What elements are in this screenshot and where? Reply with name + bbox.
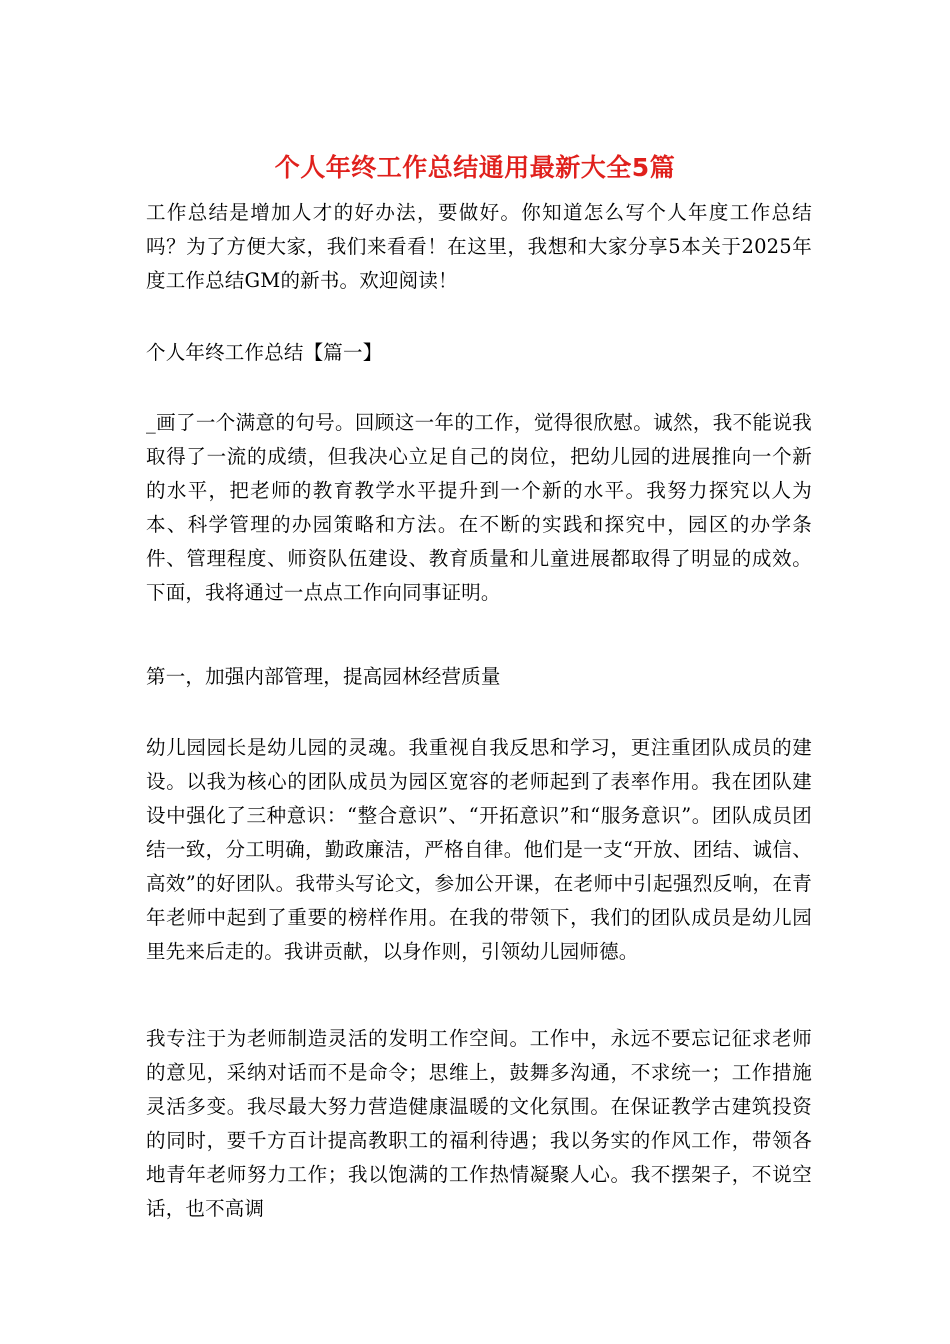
section-heading: 个人年终工作总结【篇一】 (146, 341, 383, 364)
body-paragraph-1: _画了一个满意的句号。回顾这一年的工作，觉得很欣慰。诚然，我不能说我取得了一流的成绩，但我决心立足自己的岗位，把幼儿园的进展推向一个新的水平，把老师的教育教学水平提升到一个新的水平。我努力探究以人为本、科学管理的办园策略和方法。在不断的实践和探究中，园区的办学条件、管理程度、师资队伍建设、教育质量和儿童进展都取得了明显的成效。下面，我将通过一点点工作向同事证明。 (146, 411, 812, 604)
body-paragraph-3: 我专注于为老师制造灵活的发明工作空间。工作中，永远不要忘记征求老师的意见，采纳对话而不是命令；思维上，鼓舞多沟通，不求统一；工作措施灵活多变。我尽最大努力营造健康温暖的文化氛围。在保证教学古建筑投资的同时，要千方百计提高教职工的福利待遇；我以务实的作风工作，带领各地青年老师努力工作；我以饱满的工作热情凝聚人心。我不摆架子，不说空话，也不高调 (146, 1027, 812, 1220)
body-paragraph-2: 幼儿园园长是幼儿园的灵魂。我重视自我反思和学习，更注重团队成员的建设。以我为核心的团队成员为园区宽容的老师起到了表率作用。我在团队建设中强化了三种意识：“整合意识”、“开拓意识”和“服务意识”。团队成员团结一致，分工明确，勤政廉洁，严格自律。他们是一支“开放、团结、诚信、高效”的好团队。我带头写论文，参加公开课，在老师中引起强烈反响，在青年老师中起到了重要的榜样作用。在我的带领下，我们的团队成员是幼儿园里先来后走的。我讲贡献，以身作则，引领幼儿园师德。 (146, 736, 812, 963)
document-title: 个人年终工作总结通用最新大全5篇 (274, 153, 676, 182)
subheading-1: 第一，加强内部管理，提高园林经营质量 (146, 665, 501, 688)
intro-paragraph: 工作总结是增加人才的好办法，要做好。你知道怎么写个人年度工作总结吗？为了方便大家，我们来看看！在这里，我想和大家分享5本关于2025年度工作总结GM的新书。欢迎阅读！ (146, 201, 812, 292)
